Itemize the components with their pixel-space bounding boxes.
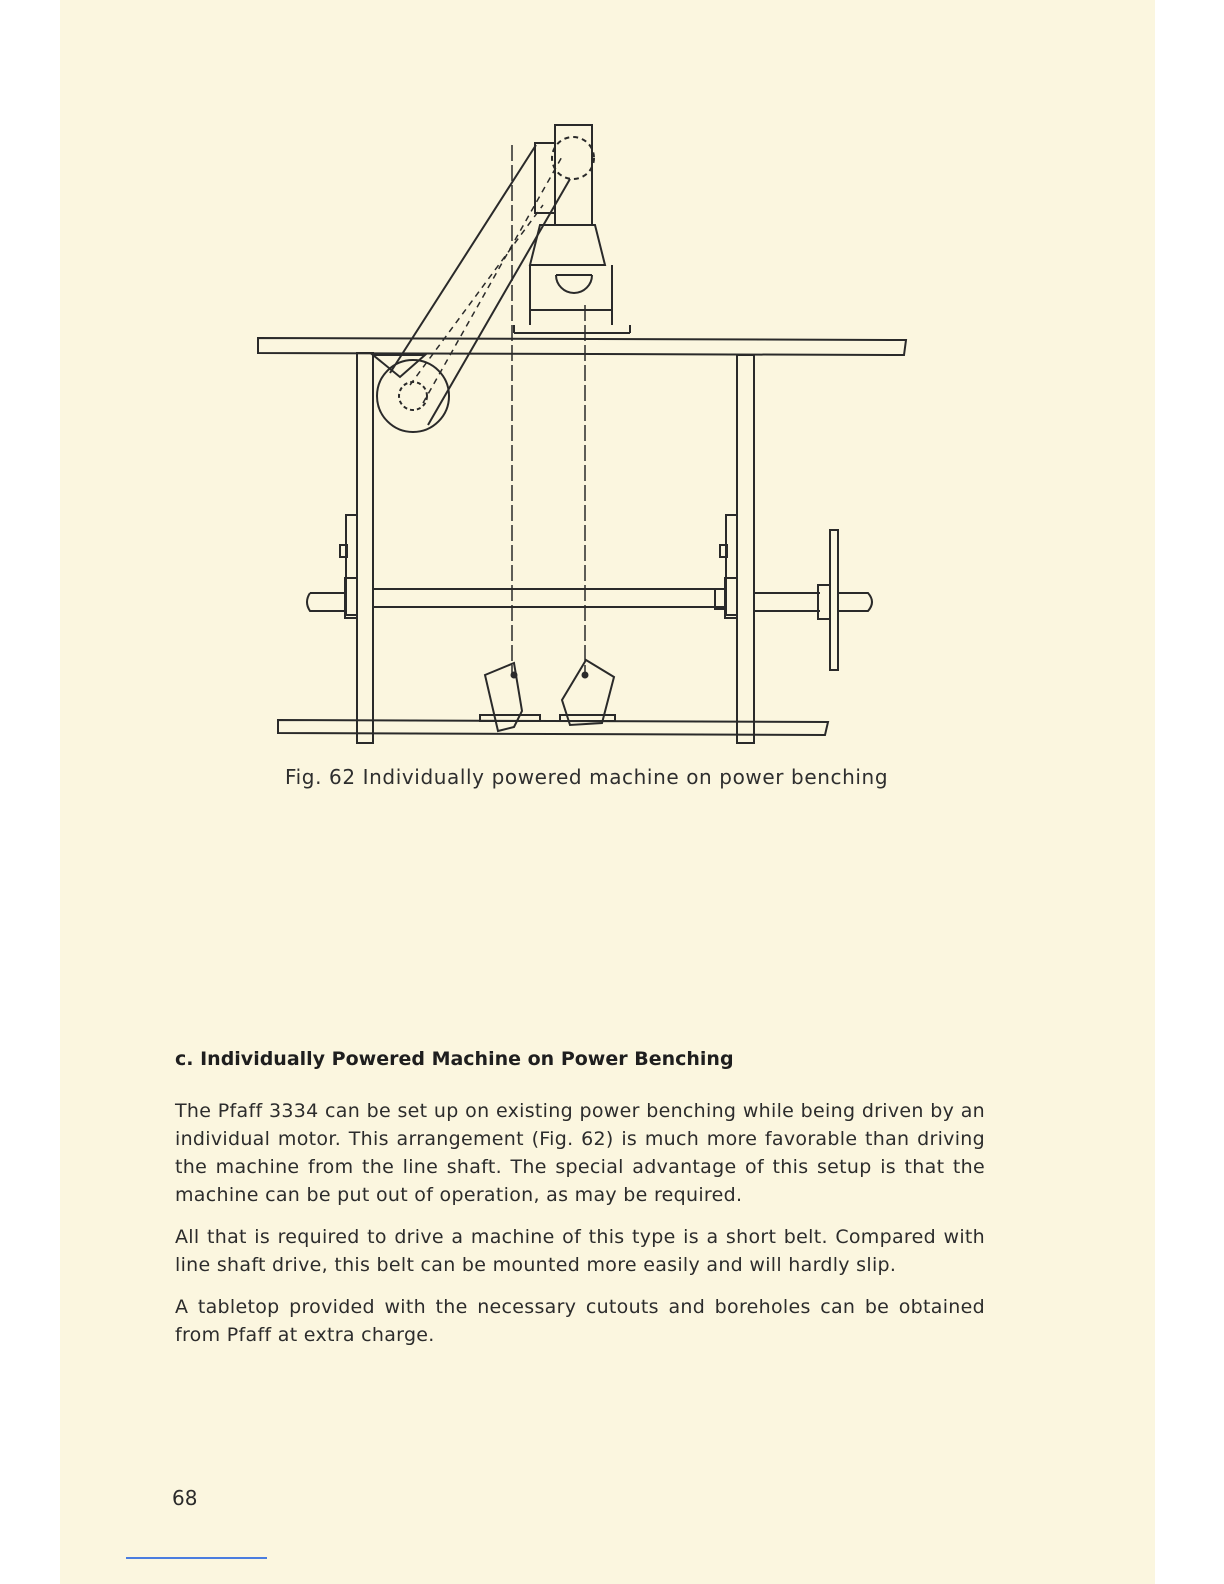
sewing-machine-power-bench-diagram-icon <box>240 115 920 755</box>
paragraph-2: All that is required to drive a machine of this type is a short belt. Compared with line shaft drive, this belt can be mounted more easily and will hardly slip. <box>175 1226 985 1276</box>
section-heading: c. Individually Powered Machine on Power Benching <box>175 1048 734 1070</box>
section-body <box>175 1097 985 1363</box>
page-number: 68 <box>172 1486 198 1510</box>
figure-caption: Fig. 62 Individually powered machine on power benching <box>285 765 889 789</box>
figure-62 <box>240 115 920 755</box>
paragraph-3: A tabletop provided with the necessary cutouts and boreholes can be obtained from Pfaff at extra charge. <box>175 1296 985 1346</box>
paragraph-1: The Pfaff 3334 can be set up on existing power benching while being driven by an individual motor. This arrangement (Fig. 62) is much more favorable than driving the machine from the line shaft. The special advantage of this setup is that the machine can be put out of operation, as may be required. <box>175 1100 985 1206</box>
bottom-rule <box>126 1557 267 1559</box>
